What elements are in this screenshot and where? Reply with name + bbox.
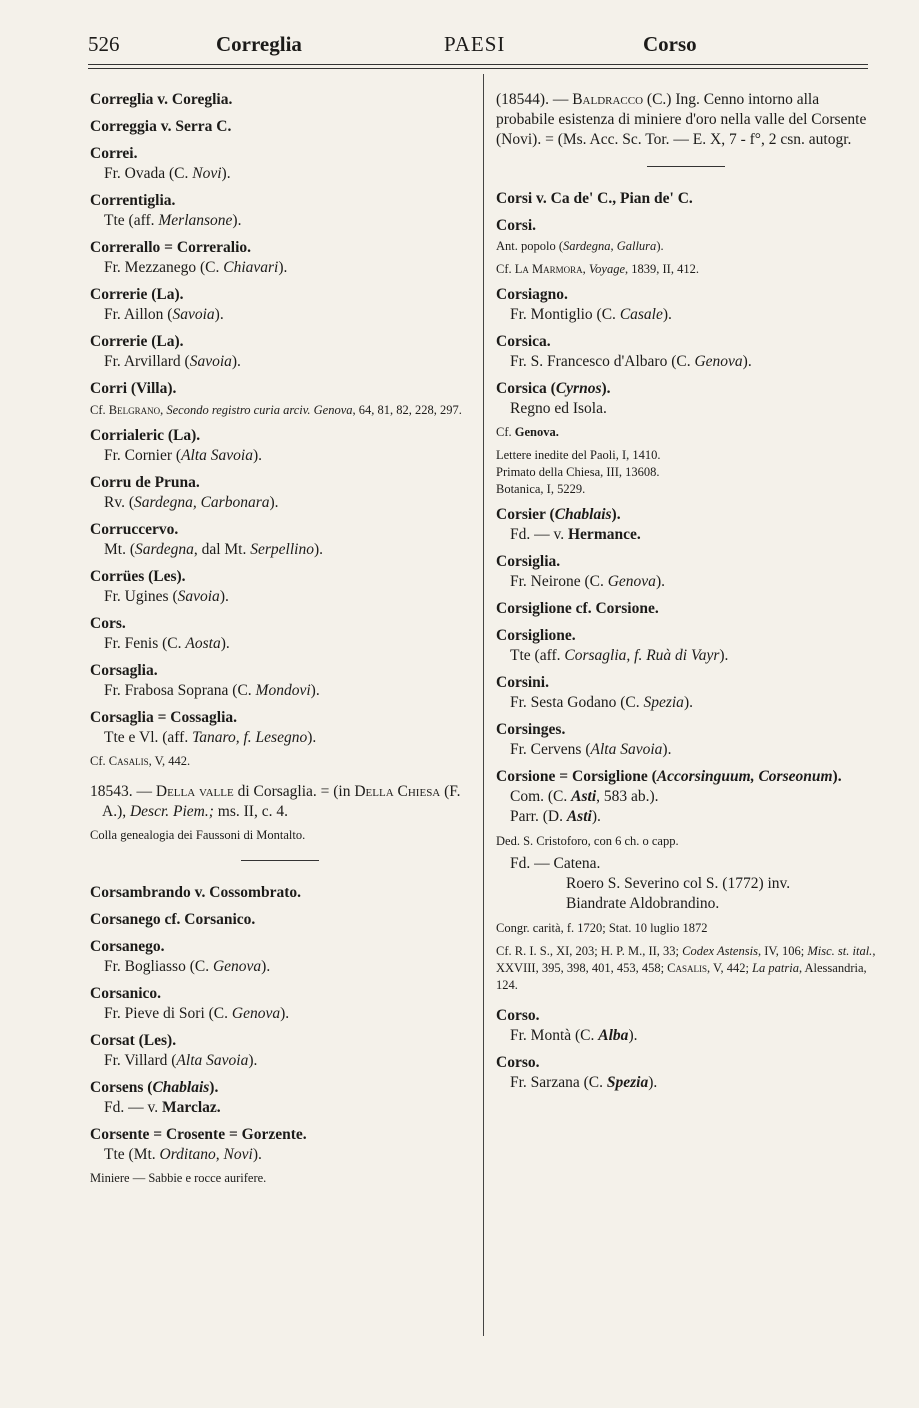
entry <box>496 379 876 498</box>
left-guide-word: Correglia <box>216 32 302 56</box>
entry <box>90 661 470 701</box>
entry-headword: Correrallo = Correralio. <box>90 239 252 256</box>
entry <box>90 708 470 770</box>
entry-note: Ded. S. Cristoforo, con 6 ch. o capp. <box>496 834 679 848</box>
entry-headword: Corsanico. <box>90 985 162 1002</box>
entry <box>90 332 470 372</box>
entry <box>496 216 876 278</box>
entry-line: Fr. Montiglio (C. Casale). <box>510 306 672 323</box>
header-rule <box>88 64 868 65</box>
entry-headword: Corsanego. <box>90 938 165 955</box>
entry-line: Tte (aff. Merlansone). <box>104 212 242 229</box>
entry-line: Fr. Sesta Godano (C. Spezia). <box>510 694 693 711</box>
entry-headword: Corsanego cf. Corsanico. <box>90 911 256 928</box>
bibliography-entry <box>496 90 876 150</box>
entry-headword: Corsambrando v. Cossombrato. <box>90 884 301 901</box>
entry <box>90 614 470 654</box>
column-divider <box>483 74 484 1336</box>
bibliography-entry <box>90 782 470 844</box>
entry-reference: Cf. La Marmora, Voyage, 1839, II, 412. <box>496 262 699 276</box>
entry-line: Tte (Mt. Orditano, Novi). <box>104 1146 262 1163</box>
entry <box>496 1006 876 1046</box>
entry <box>496 285 876 325</box>
entry <box>496 720 876 760</box>
entry <box>90 473 470 513</box>
entry <box>496 189 876 209</box>
entry <box>90 1031 470 1071</box>
entry-line: Fr. Ovada (C. Novi). <box>104 165 231 182</box>
entry-line: Parr. (D. Asti). <box>510 808 601 825</box>
entry-line: Biandrate Aldobrandino. <box>566 895 720 912</box>
entry-line: Regno ed Isola. <box>510 400 607 417</box>
page-number: 526 <box>88 32 120 56</box>
entry <box>90 191 470 231</box>
entry-headword: Corsiglia. <box>496 553 561 570</box>
entry <box>496 626 876 666</box>
entry-line: Fr. Arvillard (Savoia). <box>104 353 241 370</box>
entry <box>496 767 876 994</box>
entry-line: Tte e Vl. (aff. Tanaro, f. Lesegno). <box>104 729 317 746</box>
entry-line: Fr. Cornier (Alta Savoia). <box>104 447 263 464</box>
left-column <box>90 90 470 1194</box>
entry <box>90 90 470 110</box>
entry-headword: Corru de Pruna. <box>90 474 200 491</box>
entry-note: Miniere — Sabbie e rocce aurifere. <box>90 1171 267 1185</box>
entry <box>90 910 470 930</box>
entry-line: Ant. popolo (Sardegna, Gallura). <box>496 239 664 253</box>
entry-line: Mt. (Sardegna, dal Mt. Serpellino). <box>104 541 324 558</box>
entry-headword: Corsat (Les). <box>90 1032 177 1049</box>
entry-line: Fr. Ugines (Savoia). <box>104 588 229 605</box>
entry-line: Fr. Montà (C. Alba). <box>510 1027 638 1044</box>
entry <box>90 117 470 137</box>
entry-headword: Correi. <box>90 145 138 162</box>
entry-line: Com. (C. Asti, 583 ab.). <box>510 788 659 805</box>
bibliography-note: Colla genealogia dei Faussoni di Montalto. <box>90 828 306 842</box>
entry-headword: Corsente = Crosente = Gorzente. <box>90 1126 307 1143</box>
entry-headword: Corsini. <box>496 674 549 691</box>
entry-line: Fd. — v. Marclaz. <box>104 1099 221 1116</box>
entry-headword: Corsione = Corsiglione (Accorsinguum, Corseonum). <box>496 768 842 785</box>
entry-headword: Corsi. <box>496 217 537 234</box>
entry <box>90 426 470 466</box>
entry-line: Tte (aff. Corsaglia, f. Ruà di Vayr). <box>510 647 729 664</box>
entry-headword: Corsinges. <box>496 721 566 738</box>
bibliography-text: 18543. — Della valle di Corsaglia. = (in Della Chiesa (F. A.), Descr. Piem.; ms. II, c. 4. <box>90 783 461 820</box>
entry <box>496 673 876 713</box>
entry <box>90 285 470 325</box>
entry <box>90 883 470 903</box>
entry-headword: Corsica (Cyrnos). <box>496 380 611 397</box>
entry-line: Fr. S. Francesco d'Albaro (C. Genova). <box>510 353 752 370</box>
entry-note: Primato della Chiesa, III, 13608. <box>496 465 660 479</box>
entry <box>90 379 470 419</box>
entry <box>496 1053 876 1093</box>
entry-headword: Correglia v. Coreglia. <box>90 91 233 108</box>
entry <box>90 984 470 1024</box>
entry-line: Fr. Villard (Alta Savoia). <box>104 1052 258 1069</box>
entry <box>90 1125 470 1187</box>
entry-line: Fr. Sarzana (C. Spezia). <box>510 1074 658 1091</box>
entry-note: Lettere inedite del Paoli, I, 1410. <box>496 448 661 462</box>
entry <box>496 552 876 592</box>
entry-headword: Correrie (La). <box>90 333 184 350</box>
entry-headword: Corsi v. Ca de' C., Pian de' C. <box>496 190 693 207</box>
entry <box>90 937 470 977</box>
right-guide-word: Corso <box>643 32 697 56</box>
entry <box>496 505 876 545</box>
entry <box>90 238 470 278</box>
entry-headword: Corso. <box>496 1054 540 1071</box>
entry-headword: Cors. <box>90 615 126 632</box>
entry <box>496 599 876 619</box>
right-column <box>496 90 876 1100</box>
entry-reference: Cf. Genova. <box>496 425 559 439</box>
entry-headword: Corri (Villa). <box>90 380 177 397</box>
entry-headword: Corsaglia. <box>90 662 158 679</box>
entry-headword: Corrialeric (La). <box>90 427 201 444</box>
section-divider <box>241 860 319 861</box>
entry-headword: Correggia v. Serra C. <box>90 118 232 135</box>
entry-line: Fr. Neirone (C. Genova). <box>510 573 665 590</box>
entry-headword: Correrie (La). <box>90 286 184 303</box>
entry-reference: Cf. R. I. S., XI, 203; H. P. M., II, 33; Codex Astensis, IV, 106; Misc. st. ital., XXVIII, 395, 398, 401, 453, 458; Casalis, V, 442; La patria, Alessandria, 124. <box>496 944 876 992</box>
header-rule <box>88 68 868 69</box>
entry-headword: Corruccervo. <box>90 521 179 538</box>
entry-headword: Correntiglia. <box>90 192 176 209</box>
entry <box>90 520 470 560</box>
entry-line: Fr. Cervens (Alta Savoia). <box>510 741 672 758</box>
entry-headword: Corrües (Les). <box>90 568 186 585</box>
entry-headword: Corsier (Chablais). <box>496 506 621 523</box>
section-title: PAESI <box>444 32 506 56</box>
entry-line: Fr. Pieve di Sori (C. Genova). <box>104 1005 290 1022</box>
entry-headword: Corsiglione cf. Corsione. <box>496 600 659 617</box>
entry-line: Fd. — Catena. <box>510 855 601 872</box>
entry-note: Botanica, I, 5229. <box>496 482 586 496</box>
entry-line: Fr. Aillon (Savoia). <box>104 306 224 323</box>
entry-line: Fr. Mezzanego (C. Chiavari). <box>104 259 288 276</box>
entry-line: Fr. Bogliasso (C. Genova). <box>104 958 271 975</box>
entry-headword: Corsiglione. <box>496 627 576 644</box>
running-header <box>88 30 868 62</box>
entry <box>90 144 470 184</box>
entry-headword: Corsaglia = Cossaglia. <box>90 709 238 726</box>
entry-headword: Corso. <box>496 1007 540 1024</box>
entry-line: Fr. Frabosa Soprana (C. Mondovi). <box>104 682 320 699</box>
entry <box>496 332 876 372</box>
entry-note: Congr. carità, f. 1720; Stat. 10 luglio 1872 <box>496 921 708 935</box>
entry-reference: Cf. Belgrano, Secondo registro curia arciv. Genova, 64, 81, 82, 228, 297. <box>90 403 462 417</box>
entry-headword: Corsica. <box>496 333 551 350</box>
entry-headword: Corsiagno. <box>496 286 568 303</box>
entry-reference: Cf. Casalis, V, 442. <box>90 754 191 768</box>
entry-line: Fr. Fenis (C. Aosta). <box>104 635 230 652</box>
entry-line: Rv. (Sardegna, Carbonara). <box>104 494 279 511</box>
entry-line: Fd. — v. Hermance. <box>510 526 641 543</box>
entry <box>90 567 470 607</box>
bibliography-text: (18544). — Baldracco (C.) Ing. Cenno intorno alla probabile esistenza di miniere d'oro nella valle del Corsente (Novi). = (Ms. Acc. Sc. Tor. — E. X, 7 - f°, 2 csn. autogr. <box>496 91 867 148</box>
entry-line: Roero S. Severino col S. (1772) inv. <box>566 875 791 892</box>
entry <box>90 1078 470 1118</box>
section-divider <box>647 166 725 167</box>
entry-headword: Corsens (Chablais). <box>90 1079 219 1096</box>
